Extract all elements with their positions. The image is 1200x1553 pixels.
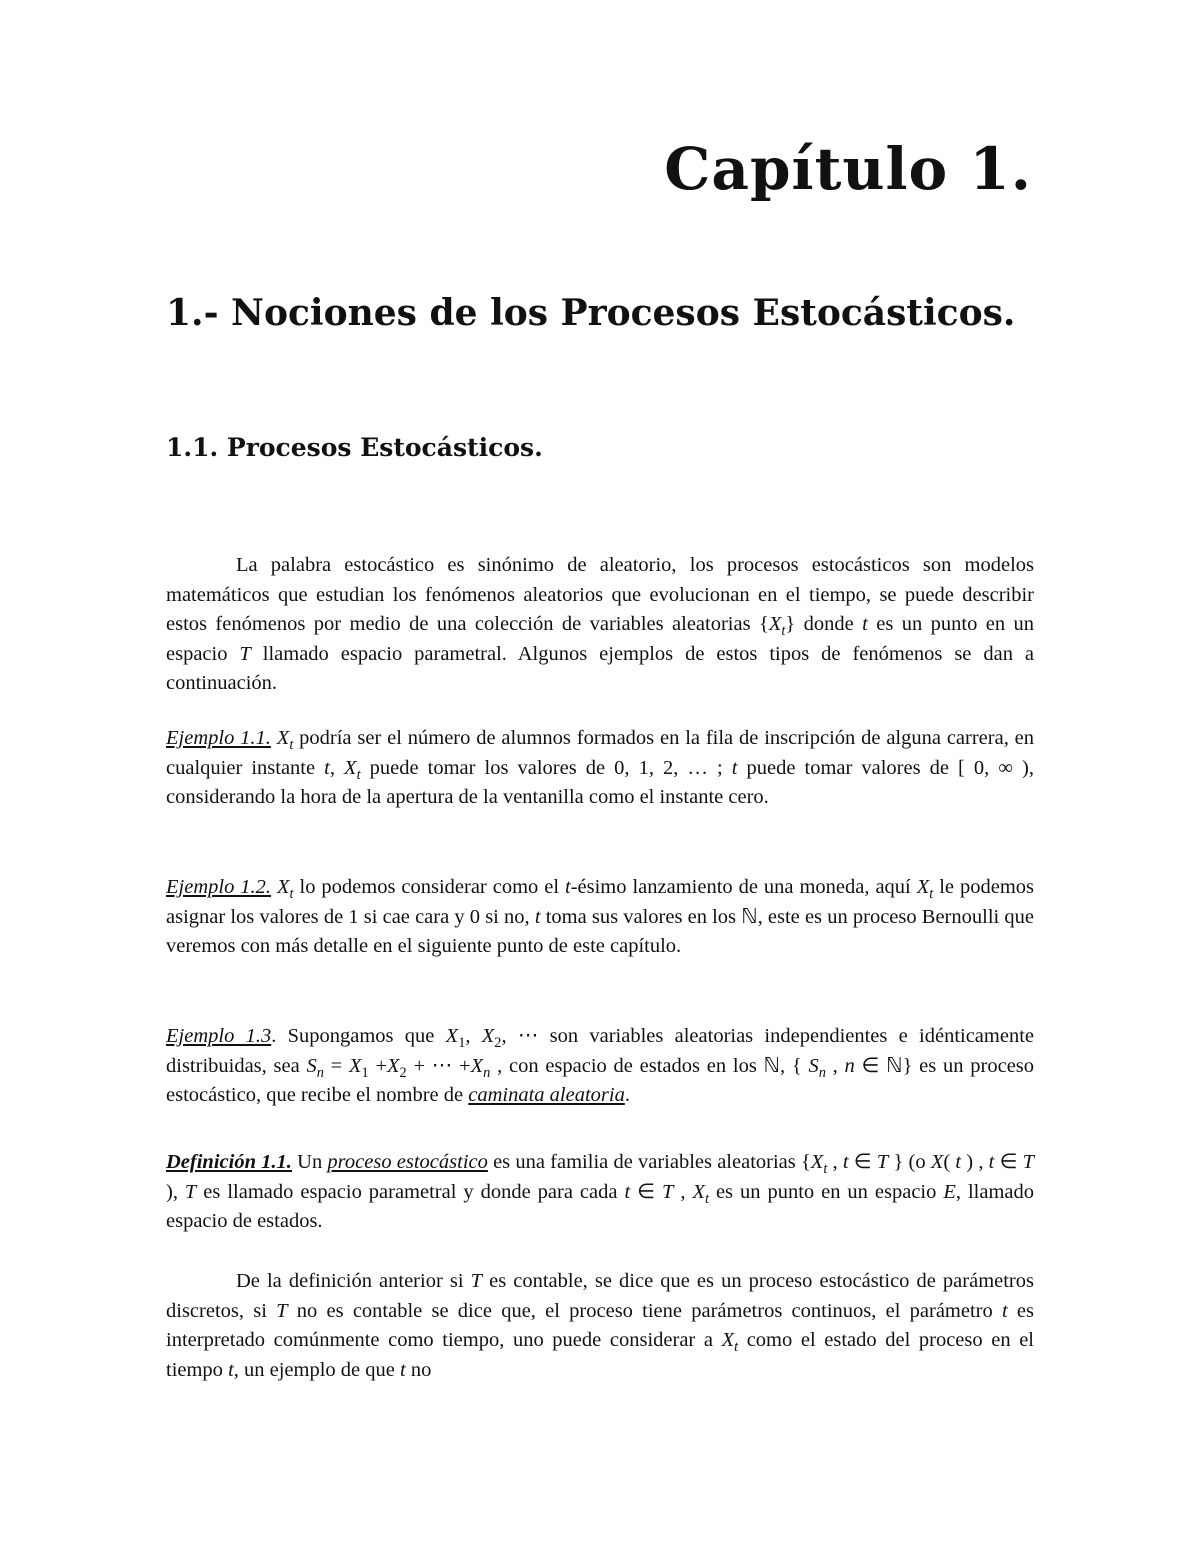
var-t: t bbox=[842, 1151, 849, 1173]
var-T: T bbox=[276, 1299, 288, 1322]
example-2-text-3: le podemos asignar los valores de 1 si cae cara y 0 si no, bbox=[166, 876, 1034, 928]
definition-text-9: ), bbox=[166, 1180, 185, 1203]
final-text-7: no bbox=[405, 1358, 432, 1381]
var-t: t bbox=[1001, 1299, 1008, 1322]
var-T: T bbox=[239, 642, 251, 665]
var-t: t bbox=[624, 1180, 631, 1203]
var-t: t bbox=[534, 905, 541, 928]
var-s: S bbox=[306, 1054, 317, 1077]
var-x: X bbox=[721, 1329, 735, 1351]
var-x: X bbox=[916, 876, 930, 898]
sub-t: t bbox=[781, 623, 786, 640]
comma: , bbox=[825, 1054, 845, 1077]
sub-1: 1 bbox=[361, 1064, 369, 1081]
final-text-4: es interpretado comúnmente como tiempo, uno puede considerar a bbox=[166, 1299, 1034, 1351]
definition-label: Definición 1.1. bbox=[166, 1151, 292, 1173]
term-proceso-estocastico: proceso estocástico bbox=[327, 1151, 488, 1173]
paren-open: ( bbox=[943, 1151, 956, 1173]
var-x: X bbox=[692, 1180, 705, 1203]
var-x: X bbox=[387, 1054, 400, 1077]
final-paragraph bbox=[166, 1267, 1034, 1385]
var-n: n bbox=[844, 1054, 855, 1077]
var-x: X bbox=[344, 756, 357, 779]
sub-n: n bbox=[316, 1064, 324, 1081]
comma: , bbox=[827, 1151, 843, 1173]
comma: , bbox=[673, 1180, 693, 1203]
var-x: X bbox=[348, 1054, 362, 1077]
example-3-paragraph bbox=[166, 1022, 1034, 1111]
definition-text-10: es llamado espacio parametral y donde para cada bbox=[196, 1180, 625, 1203]
var-x: X bbox=[768, 613, 782, 635]
var-x: X bbox=[930, 1151, 944, 1173]
plus-dots: + ⋯ + bbox=[406, 1054, 471, 1077]
var-t: t bbox=[228, 1358, 234, 1381]
sub-t: t bbox=[823, 1161, 828, 1178]
example-2-text-1: lo podemos considerar como el bbox=[293, 876, 565, 898]
example-3-text-0: . Supongamos que bbox=[271, 1025, 446, 1047]
var-x: X bbox=[445, 1025, 459, 1047]
sub-2: 2 bbox=[399, 1064, 407, 1081]
definition-text-5: } (o bbox=[888, 1151, 931, 1173]
equals: = bbox=[323, 1054, 349, 1077]
intro-paragraph bbox=[166, 551, 1034, 699]
example-1-text-3: puede tomar los valores de 0, 1, 2, … ; bbox=[360, 756, 732, 779]
var-t: t bbox=[731, 756, 738, 779]
var-x: X bbox=[276, 727, 290, 749]
section-heading: 1.- Nociones de los Procesos Estocásticos. bbox=[166, 292, 1016, 334]
var-T: T bbox=[184, 1180, 197, 1203]
plus: + bbox=[368, 1054, 388, 1077]
var-x: X bbox=[470, 1054, 484, 1077]
comma: , bbox=[465, 1025, 482, 1047]
sub-t: t bbox=[704, 1190, 709, 1207]
final-text-3: no es contable se dice que, el proceso tiene parámetros continuos, el parámetro bbox=[287, 1299, 1002, 1322]
var-s: S bbox=[808, 1054, 819, 1077]
example-1-text-4: puede tomar valores de [ 0, ∞ ), considerando la hora de la apertura de la ventanilla como el instante cero. bbox=[166, 756, 1034, 808]
period: . bbox=[624, 1084, 630, 1106]
sub-2: 2 bbox=[494, 1035, 502, 1052]
example-1-text-1: podría ser el número de alumnos formados en la fila de inscripción de alguna carrera, en cualquier instante bbox=[166, 727, 1035, 779]
example-2-label: Ejemplo 1.2. bbox=[166, 876, 272, 898]
paren-close: ) , bbox=[961, 1151, 989, 1173]
example-3-text-1: , ⋯ son variables aleatorias independientes e idénticamente distribuidas, sea bbox=[166, 1025, 1034, 1077]
var-x: X bbox=[810, 1151, 824, 1173]
sub-n: n bbox=[818, 1064, 826, 1081]
var-t: t bbox=[955, 1151, 962, 1173]
definition-text-1: Un bbox=[291, 1151, 328, 1173]
sub-1: 1 bbox=[458, 1035, 466, 1052]
element-of: ∈ bbox=[630, 1180, 662, 1203]
var-t: t bbox=[988, 1151, 995, 1173]
chapter-title: Capítulo 1. bbox=[664, 135, 1032, 203]
var-T: T bbox=[876, 1151, 889, 1173]
element-of: ∈ bbox=[994, 1151, 1023, 1173]
example-2-text-2: -ésimo lanzamiento de una moneda, aquí bbox=[570, 876, 917, 898]
definition-text-2: es una familia de variables aleatorias { bbox=[487, 1151, 811, 1173]
final-text-1: De la definición anterior si bbox=[236, 1270, 471, 1292]
intro-text-1: La palabra estocástico es sinónimo de aleatorio, los procesos estocásticos son modelos matemáticos que estudian los fenómenos aleatorios que evolucionan en el tiempo, se puede describir estos fenómenos por medio de una colección de variables aleatorias { bbox=[166, 554, 1034, 635]
var-x: X bbox=[277, 876, 290, 898]
sub-t: t bbox=[356, 766, 361, 783]
var-E: E bbox=[943, 1180, 956, 1203]
final-text-6: , un ejemplo de que bbox=[233, 1358, 400, 1381]
example-1-text-2: , bbox=[329, 756, 345, 779]
example-2-paragraph bbox=[166, 873, 1034, 962]
final-text-5: como el estado del proceso en el tiempo bbox=[166, 1329, 1034, 1381]
var-T: T bbox=[1022, 1151, 1035, 1173]
example-2-text-4: toma sus valores en los ℕ, este es un proceso Bernoulli que veremos con más detalle en el siguiente punto de este capítulo. bbox=[166, 905, 1034, 957]
definition-text-13: es un punto en un espacio bbox=[708, 1180, 944, 1203]
intro-text-4: llamado espacio parametral. Algunos ejemplos de estos tipos de fenómenos se dan a continuación. bbox=[166, 642, 1034, 694]
var-T: T bbox=[661, 1180, 674, 1203]
definition-text-14: , llamado espacio de estados. bbox=[166, 1180, 1035, 1232]
sub-t: t bbox=[929, 886, 934, 903]
example-3-text-5: , con espacio de estados en los ℕ, { bbox=[490, 1054, 809, 1077]
element-of: ∈ bbox=[848, 1151, 877, 1173]
final-text-2: es contable, se dice que es un proceso estocástico de parámetros discretos, si bbox=[166, 1270, 1034, 1322]
example-1-label: Ejemplo 1.1. bbox=[166, 727, 271, 749]
var-T: T bbox=[470, 1270, 483, 1292]
example-1-paragraph bbox=[166, 724, 1034, 813]
sub-t: t bbox=[734, 1339, 739, 1356]
subsection-heading: 1.1. Procesos Estocásticos. bbox=[166, 433, 543, 462]
example-3-label: Ejemplo 1.3 bbox=[166, 1025, 272, 1047]
var-t: t bbox=[862, 613, 868, 635]
intro-text-2: } donde bbox=[785, 613, 863, 635]
sub-t: t bbox=[289, 886, 294, 903]
var-t: t bbox=[400, 1358, 406, 1381]
var-t: t bbox=[324, 756, 330, 779]
definition-paragraph bbox=[166, 1148, 1034, 1237]
var-t: t bbox=[565, 876, 571, 898]
term-caminata-aleatoria: caminata aleatoria bbox=[468, 1084, 625, 1106]
var-x: X bbox=[481, 1025, 495, 1047]
sub-n: n bbox=[483, 1064, 491, 1081]
sub-t: t bbox=[289, 737, 294, 754]
intro-text-3: es un punto en un espacio bbox=[166, 613, 1034, 665]
example-3-text-7: ∈ ℕ} es un proceso estocástico, que recibe el nombre de bbox=[166, 1054, 1035, 1106]
